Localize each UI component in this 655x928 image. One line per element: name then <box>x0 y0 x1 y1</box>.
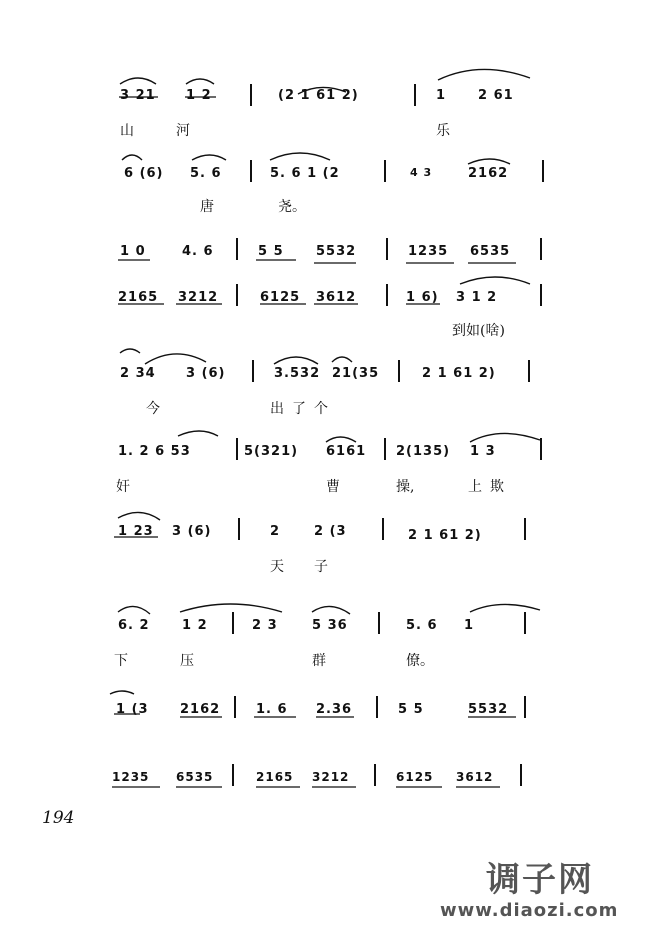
bar-line <box>540 284 542 306</box>
watermark-name: 调子网 <box>486 860 594 900</box>
notes: 4. 6 <box>182 244 214 259</box>
lyric: 子 <box>314 559 328 575</box>
lyric: 天 <box>270 559 284 575</box>
bar-line <box>384 438 386 460</box>
notes: 3 (6) <box>172 524 212 539</box>
bar-line <box>236 284 238 306</box>
notes: 6161 <box>326 444 367 459</box>
notes: 1 <box>436 88 447 103</box>
lyric: 僚。 <box>406 653 434 669</box>
notes: 1 0 <box>120 244 146 259</box>
notes: 2165 <box>118 290 159 305</box>
notes: 5 36 <box>312 618 348 633</box>
lyric: 群 <box>312 653 326 669</box>
notes: 3612 <box>316 290 357 305</box>
notes: 5. 6 <box>190 166 222 181</box>
bar-line <box>542 160 544 182</box>
lyric: 出了个 <box>270 401 336 417</box>
bar-line <box>524 518 526 540</box>
notes: 2 1 61 2) <box>408 528 482 543</box>
lyric: 今 <box>146 401 160 417</box>
notes: 2(135) <box>396 444 451 459</box>
bar-line <box>384 160 386 182</box>
notes: 1. 6 <box>256 702 288 717</box>
bar-line <box>252 360 254 382</box>
notes: 1 6) <box>406 290 439 305</box>
lyric: 到如(啥) <box>452 323 505 339</box>
bar-line <box>236 438 238 460</box>
notes: 6125 <box>396 770 434 784</box>
lyric: 河 <box>176 123 190 139</box>
notes: 3.532 <box>274 366 321 381</box>
notes: 2162 <box>180 702 221 717</box>
bar-line <box>520 764 522 786</box>
notes: 4 3 <box>410 166 433 179</box>
notes: 5(321) <box>244 444 299 459</box>
notes: 1235 <box>408 244 449 259</box>
notes: 5532 <box>316 244 357 259</box>
bar-line <box>540 438 542 460</box>
lyric: 上欺 <box>468 479 512 495</box>
bar-line <box>238 518 240 540</box>
notes: 5. 6 1 (2 <box>270 166 340 181</box>
bar-line <box>250 84 252 106</box>
bar-line <box>378 612 380 634</box>
notes: 6535 <box>176 770 214 784</box>
watermark-url[interactable]: www.diaozi.com <box>440 900 619 921</box>
notes: 1 3 <box>470 444 496 459</box>
notes: 6125 <box>260 290 301 305</box>
notes: 2 <box>270 524 281 539</box>
notes: 3212 <box>312 770 350 784</box>
page-number: 194 <box>42 808 75 828</box>
bar-line <box>398 360 400 382</box>
notes: (2 1 61 2) <box>278 88 359 103</box>
notes: 2 1 61 2) <box>422 366 496 381</box>
lyric: 压 <box>180 653 194 669</box>
notes: 2 34 <box>120 366 156 381</box>
lyric: 曹 <box>326 479 340 495</box>
notes: 2165 <box>256 770 294 784</box>
notes: 1. 2 6 53 <box>118 444 191 459</box>
notes: 21(35 <box>332 366 380 381</box>
bar-line <box>414 84 416 106</box>
notes: 2162 <box>468 166 509 181</box>
notes: 5. 6 <box>406 618 438 633</box>
bar-line <box>376 696 378 718</box>
notes: 1 <box>464 618 475 633</box>
lyric: 乐 <box>436 123 450 139</box>
notes: 2.36 <box>316 702 353 717</box>
bar-line <box>386 238 388 260</box>
notes: 5 5 <box>258 244 284 259</box>
notes: 3612 <box>456 770 494 784</box>
lyric: 操, <box>396 479 415 495</box>
bar-line <box>374 764 376 786</box>
bar-line <box>524 696 526 718</box>
notes: 3 1 2 <box>456 290 498 305</box>
notes: 5532 <box>468 702 509 717</box>
notes: 6. 2 <box>118 618 150 633</box>
bar-line <box>382 518 384 540</box>
lyric: 唐 <box>200 199 214 215</box>
bar-line <box>524 612 526 634</box>
notes: 6 (6) <box>124 166 164 181</box>
notes: 2 61 <box>478 88 514 103</box>
notes: 3 21 <box>120 88 156 103</box>
notes: 1 2 <box>186 88 212 103</box>
lyric: 山 <box>120 123 134 139</box>
bar-line <box>386 284 388 306</box>
bar-line <box>250 160 252 182</box>
notes: 3212 <box>178 290 219 305</box>
notes: 6535 <box>470 244 511 259</box>
bar-line <box>236 238 238 260</box>
notes: 1 23 <box>118 524 154 539</box>
lyric: 尧。 <box>278 199 306 215</box>
notes: 3 (6) <box>186 366 226 381</box>
bar-line <box>540 238 542 260</box>
bar-line <box>232 612 234 634</box>
bar-line <box>234 696 236 718</box>
notes: 2 3 <box>252 618 278 633</box>
lyric: 下 <box>114 653 128 669</box>
notes: 1 (3 <box>116 702 149 717</box>
bar-line <box>528 360 530 382</box>
lyric: 奸 <box>116 479 130 495</box>
notes: 5 5 <box>398 702 424 717</box>
notes: 1235 <box>112 770 150 784</box>
notes: 2 (3 <box>314 524 347 539</box>
notes: 1 2 <box>182 618 208 633</box>
bar-line <box>232 764 234 786</box>
